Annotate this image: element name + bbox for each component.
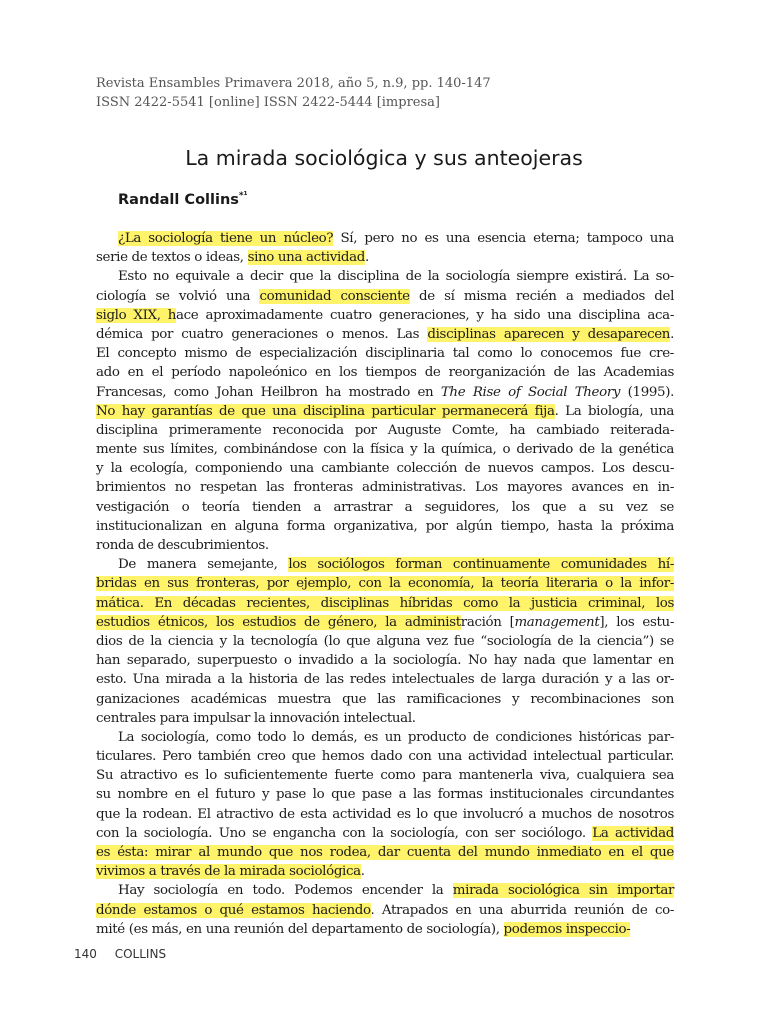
text-line bbox=[96, 881, 674, 900]
text-line bbox=[96, 229, 674, 248]
text-run: Hay sociología en todo. Podemos encender la bbox=[118, 883, 453, 899]
text-line bbox=[96, 478, 674, 497]
italic-text: management bbox=[514, 614, 600, 630]
text-line bbox=[96, 402, 674, 421]
page-footer bbox=[74, 947, 180, 961]
text-line bbox=[96, 248, 674, 267]
text-run: ace aproximadamente cuatro generaciones, y ha sido una disciplina aca- bbox=[176, 307, 674, 323]
text-line bbox=[96, 421, 674, 440]
text-run: ticulares. Pero también creo que hemos dado con una actividad intelectual particular. bbox=[96, 749, 674, 765]
text-run: Esto no equivale a decir que la disciplina de la sociología siempre existirá. La so- bbox=[118, 269, 674, 285]
text-run: centrales para impulsar la innovación intelectual. bbox=[96, 710, 416, 726]
text-run: La sociología, como todo lo demás, es un producto de condiciones históricas par- bbox=[118, 729, 674, 745]
text-run: De manera semejante, bbox=[118, 557, 289, 573]
text-run: . La biología, una bbox=[554, 403, 674, 419]
article-body bbox=[96, 229, 674, 939]
text-line bbox=[96, 594, 674, 613]
text-run: . bbox=[360, 864, 365, 880]
highlighted-text: vivimos a través de la mirada sociológica bbox=[96, 864, 361, 880]
author-footnote-marker: *¹ bbox=[238, 191, 248, 201]
text-run: vestigación o teoría tienden a arrastrar a seguidores, los que a su vez se bbox=[96, 499, 674, 515]
highlighted-text: comunidad consciente bbox=[259, 288, 410, 304]
text-line bbox=[96, 306, 674, 325]
text-line bbox=[96, 709, 674, 728]
text-line bbox=[96, 805, 674, 824]
text-line bbox=[96, 747, 674, 766]
highlighted-text: La actividad bbox=[592, 825, 674, 841]
text-run: ciología se volvió una bbox=[96, 288, 260, 304]
text-line bbox=[96, 824, 674, 843]
journal-issn: ISSN 2422-5541 [online] ISSN 2422-5444 [impresa] bbox=[96, 95, 440, 110]
text-run: esto. Una mirada a la historia de las redes intelectuales de larga duración y a las or- bbox=[96, 672, 674, 688]
text-run: que la rodean. El atractivo de esta actividad es lo que involucró a muchos de nosotros bbox=[96, 806, 674, 822]
text-run: han separado, superpuesto o invadido a la sociología. No hay nada que lamentar en bbox=[96, 653, 674, 669]
article-author bbox=[118, 191, 248, 208]
text-run: disciplina primeramente reconocida por Auguste Comte, ha cambiado reiterada- bbox=[96, 422, 674, 438]
text-line bbox=[96, 766, 674, 785]
text-run: institucionalizan en alguna forma organizativa, por algún tiempo, hasta la próxima bbox=[96, 518, 674, 534]
paragraph bbox=[96, 229, 674, 267]
text-run: El concepto mismo de especialización disciplinaria tal como lo conocemos fue cre- bbox=[96, 346, 674, 362]
highlighted-text: disciplinas aparecen y desaparecen bbox=[427, 326, 671, 342]
text-line bbox=[96, 843, 674, 862]
article-title: La mirada sociológica y sus anteojeras bbox=[185, 146, 583, 170]
text-line bbox=[96, 325, 674, 344]
text-line bbox=[96, 670, 674, 689]
text-run: con la sociología. Uno se engancha con la sociología, con ser sociólogo. bbox=[96, 825, 593, 841]
paragraph bbox=[96, 267, 674, 555]
paragraph bbox=[96, 881, 674, 939]
text-line bbox=[96, 517, 674, 536]
text-run: ronda de descubrimientos. bbox=[96, 538, 269, 553]
text-line bbox=[96, 536, 674, 555]
text-line bbox=[96, 287, 674, 306]
text-run: de sí misma recién a mediados del bbox=[409, 288, 674, 304]
highlighted-text: es ésta: mirar al mundo que nos rodea, dar cuenta del mundo inmediato en el que bbox=[96, 845, 674, 860]
text-line bbox=[96, 440, 674, 459]
text-run: mente sus límites, combinándose con la física y la química, o derivado de la genética bbox=[96, 442, 674, 458]
text-line bbox=[96, 574, 674, 593]
text-line bbox=[96, 363, 674, 382]
text-run: Francesas, como Johan Heilbron ha mostrado en bbox=[96, 384, 441, 400]
text-line bbox=[96, 862, 674, 881]
text-line bbox=[96, 690, 674, 709]
text-run: serie de textos o ideas, bbox=[96, 250, 248, 266]
journal-header bbox=[96, 74, 696, 112]
text-run: démica por cuatro generaciones o menos. Las bbox=[96, 326, 428, 342]
text-run: . bbox=[670, 326, 674, 342]
text-run: . bbox=[364, 250, 369, 266]
text-run: dios de la ciencia y la tecnología (lo que alguna vez fue “sociología de la ciencia”) se bbox=[96, 633, 674, 649]
highlighted-text: sino una actividad bbox=[247, 250, 365, 266]
page-number: 140 bbox=[74, 947, 97, 961]
highlighted-text: bridas en sus fronteras, por ejemplo, con la economía, la teoría literaria o la infor- bbox=[96, 576, 674, 592]
text-run: brimientos no respetan las fronteras administrativas. Los mayores avances en in- bbox=[96, 480, 674, 496]
text-line bbox=[96, 632, 674, 651]
text-run: ado en el período napoleónico en los tiempos de reorganización de las Academias bbox=[96, 365, 674, 381]
highlighted-text: podemos inspeccio- bbox=[503, 921, 631, 937]
running-head: COLLINS bbox=[114, 947, 167, 961]
highlighted-text: mática. En décadas recientes, disciplinas híbridas como la justicia criminal, los bbox=[96, 595, 674, 611]
highlighted-text: No hay garantías de que una disciplina particular permanecerá fija bbox=[96, 403, 555, 419]
text-line bbox=[96, 651, 674, 670]
text-line bbox=[96, 613, 674, 632]
text-run: Sí, pero no es una esencia eterna; tampoco una bbox=[333, 231, 674, 246]
text-line bbox=[96, 383, 674, 402]
text-line bbox=[96, 555, 674, 574]
author-name: Randall Collins bbox=[118, 192, 239, 208]
text-run: mité (es más, en una reunión del departamento de sociología), bbox=[96, 921, 504, 937]
text-line bbox=[96, 920, 674, 939]
text-line bbox=[96, 901, 674, 920]
journal-citation: Revista Ensambles Primavera 2018, año 5, n.9, pp. 140-147 bbox=[96, 76, 491, 91]
text-line bbox=[96, 728, 674, 747]
text-line bbox=[96, 459, 674, 478]
paragraph bbox=[96, 555, 674, 728]
highlighted-text: ¿La sociología tiene un núcleo? bbox=[118, 231, 334, 246]
highlighted-text: dónde estamos o qué estamos haciendo bbox=[96, 902, 371, 918]
text-run: . Atrapados en una aburrida reunión de co- bbox=[370, 902, 675, 918]
text-run: ganizaciones académicas muestra que las ramificaciones y recombinaciones son bbox=[96, 691, 674, 707]
paragraph bbox=[96, 728, 674, 882]
text-run: y la ecología, componiendo una cambiante colección de nuevos campos. Los descu- bbox=[96, 461, 674, 477]
text-run: (1995). bbox=[620, 384, 674, 400]
text-line bbox=[96, 267, 674, 286]
text-run: Su atractivo es lo suficientemente fuerte como para mantenerla viva, cualquiera sea bbox=[96, 768, 674, 784]
text-run: su nombre en el futuro y pase lo que pase a las formas institucionales circundantes bbox=[96, 787, 674, 803]
text-run: ración [ bbox=[460, 614, 515, 630]
text-run: ], los estu- bbox=[599, 614, 674, 630]
text-line bbox=[96, 785, 674, 804]
highlighted-text: estudios étnicos, los estudios de género, la administ bbox=[96, 614, 461, 630]
text-line bbox=[96, 498, 674, 517]
highlighted-text: siglo XIX, h bbox=[96, 307, 177, 323]
italic-text: The Rise of Social Theory bbox=[440, 384, 621, 400]
highlighted-text: mirada sociológica sin importar bbox=[452, 883, 675, 899]
text-line bbox=[96, 344, 674, 363]
highlighted-text: los sociólogos forman continuamente comunidades hí- bbox=[288, 557, 675, 573]
